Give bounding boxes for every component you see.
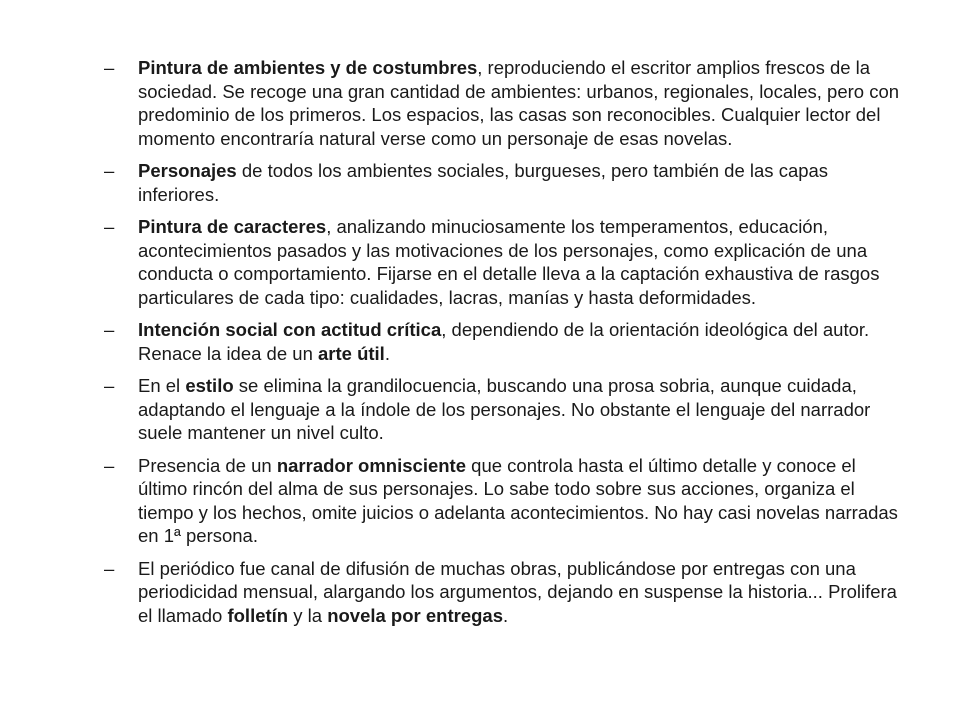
- bullet-text: [138, 558, 897, 626]
- bullet-dash: –: [104, 57, 115, 78]
- bold-text: novela por entregas: [327, 604, 503, 626]
- bold-text: Pintura de caracteres: [138, 216, 327, 237]
- bullet-text: [138, 375, 870, 443]
- bullet-item: [104, 557, 904, 628]
- text-run: , analizando minuciosamente los temperamentos, educación, acontecimientos pasados y las motivaciones de los personajes, como explicación de una conducta o comportamiento. Fijarse en el detalle lleva a la captación exhaustiva de rasgos particulares de cada tipo: cualidades, lacras, manías y hasta deformidades.: [138, 216, 880, 308]
- text-run: , reproduciendo el escritor amplios frescos de la sociedad. Se recoge una gran cantidad de ambientes: urbanos, regionales, locales, pero con predominio de los primeros. Los espacios, las casas son reconocibles. Cualquier lector del momento encontraría natural verse como un personaje de esas novelas.: [138, 57, 900, 149]
- bullet-item: [104, 454, 904, 548]
- bullet-dash: –: [104, 319, 115, 340]
- bullet-text: [138, 216, 879, 308]
- bold-text: narrador omnisciente: [276, 454, 467, 476]
- text-run: El periódico fue canal de difusión de muchas obras, publicándose por entregas con una periodicidad mensual, alargando los argumentos, dejando en suspense la historia... Prolifera el llamado: [138, 557, 897, 626]
- bullet-text: [138, 319, 869, 364]
- bullet-dash: –: [104, 160, 115, 181]
- bold-text: folletín: [227, 604, 289, 626]
- text-run: , dependiendo de la orientación ideológica del autor. Renace la idea de un: [138, 319, 870, 364]
- text-run: y la: [288, 604, 328, 626]
- bullet-dash: –: [104, 557, 115, 579]
- bullet-item: [104, 159, 904, 206]
- bullet-item: [104, 318, 904, 365]
- text-run: .: [503, 604, 509, 626]
- bullet-text: [138, 57, 899, 149]
- bold-text: Personajes: [138, 160, 237, 181]
- bullet-dash: –: [104, 454, 115, 476]
- bullet-dash: –: [104, 216, 115, 237]
- bullet-item: [104, 56, 904, 150]
- text-run: se elimina la grandilocuencia, buscando una prosa sobria, aunque cuidada, adaptando el lenguaje a la índole de los personajes. No obstante el lenguaje del narrador suele mantener un nivel culto.: [138, 375, 871, 443]
- text-run: En el: [138, 375, 186, 396]
- bold-text: Pintura de ambientes y de costumbres: [138, 57, 478, 78]
- bullet-list: [104, 56, 904, 636]
- bold-text: estilo: [185, 375, 234, 396]
- text-run: .: [384, 342, 390, 364]
- text-run: de todos los ambientes sociales, burgueses, pero también de las capas inferiores.: [138, 160, 829, 205]
- text-run: que controla hasta el último detalle y conoce el último rincón del alma de sus personajes. Lo sabe todo sobre sus acciones, organiza el tiempo y los hechos, omite juicios o adelanta acontecimientos. No hay casi novelas narradas en 1ª persona.: [138, 454, 898, 546]
- bullet-item: [104, 374, 904, 445]
- text-run: Presencia de un: [138, 454, 277, 476]
- bullet-dash: –: [104, 375, 115, 396]
- bullet-item: [104, 215, 904, 309]
- bold-text: arte útil: [318, 342, 385, 364]
- bullet-text: [138, 160, 828, 205]
- bold-text: Intención social con actitud crítica: [138, 319, 442, 340]
- bullet-text: [138, 455, 898, 547]
